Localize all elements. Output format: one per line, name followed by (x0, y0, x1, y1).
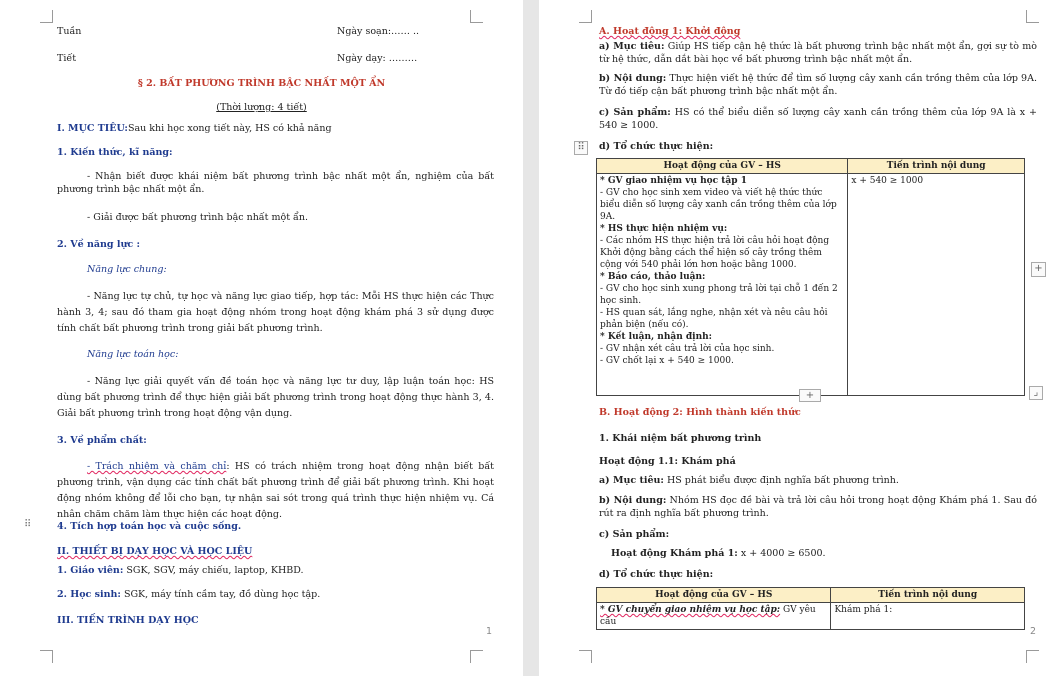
crop-mark (1026, 650, 1039, 663)
page-number: 1 (486, 626, 493, 637)
math-competence-text: - Năng lực giải quyết vấn đề toán học và năng lực tư duy, lập luận toán học: HS dùng bất phương trình để thực hiện giải bất phương trình trong hoạt động thực hành 3, 4. Giải bất phương trình trong hoạt động vận dụng. (57, 376, 494, 419)
crop-mark (470, 10, 483, 23)
table-line: * HS thực hiện nhiệm vụ: (600, 224, 728, 234)
student-materials: 2. Học sinh: SGK, máy tính cầm tay, đồ dùng học tập. (57, 589, 321, 600)
drag-handle-icon[interactable]: ⠿ (24, 519, 32, 530)
document-page-1 (0, 0, 523, 676)
add-column-icon[interactable]: + (1031, 262, 1046, 277)
activity-1-heading: A. Hoạt động 1: Khởi động (599, 26, 741, 37)
qualities-heading: 3. Về phẩm chất: (57, 435, 147, 446)
table-header-content: Tiến trình nội dung (831, 588, 1025, 603)
teach-date-label: Ngày dạy: ……… (337, 53, 418, 64)
activity-table-1 (596, 158, 1025, 396)
add-row-icon[interactable]: + (799, 389, 821, 402)
general-competence-label: Năng lực chung: (87, 264, 167, 275)
table-cell-content: Khám phá 1: (831, 603, 1025, 630)
table-line: - HS quan sát, lắng nghe, nhận xét và nêu câu hỏi phản biện (nếu có). (600, 308, 828, 330)
table-line: - GV chốt lại x + 540 ≥ 1000. (600, 356, 734, 366)
organization-d2: d) Tổ chức thực hiện: (599, 569, 714, 580)
product-c: c) Sản phẩm: HS có thể biểu diễn số lượng cây xanh cần trồng thêm của lớp 9A là x + 540 ≥ 1000. (599, 107, 1037, 131)
week-label: Tuần (57, 26, 82, 37)
content-b: b) Nội dung: Thực hiện viết hệ thức để tìm số lượng cây xanh cần trồng thêm của lớp 9A. Từ đó tiếp cận bất phương trình bậc nhất một ẩn. (599, 73, 1037, 97)
table-cell-activities: * GV chuyển giao nhiệm vụ học tập: GV yêu cầu (597, 603, 831, 630)
qualities-text: - Trách nhiệm và chăm chỉ: HS có trách nhiệm trong hoạt động nhận biết bất phương trình, vận dụng các tính chất bất phương trình để giải bất phương trình. Khi hoạt động nhóm không để lỗi cho bạn, tự nhận sai sót trong quá trình thực hiện nhiệm vụ. Cá nhân chăm chăm làm thực hiện các hoạt động. (57, 461, 494, 520)
crop-mark (40, 10, 53, 23)
objective-a2: a) Mục tiêu: HS phát biểu được định nghĩa bất phương trình. (599, 475, 899, 486)
table-line: * GV giao nhiệm vụ học tập 1 (600, 176, 747, 186)
integration-heading: 4. Tích hợp toán học và cuộc sống. (57, 521, 242, 532)
table-cell-content: x + 540 ≥ 1000 (848, 174, 1025, 396)
crop-mark (40, 650, 53, 663)
table-cell-activities (597, 174, 848, 396)
table-line: - GV cho học sinh xem video và viết hệ thức thức biểu diễn số lượng cây xanh cần trồng thêm của lớp 9A. (600, 188, 837, 222)
activity-table-2 (596, 587, 1025, 630)
general-competence-text: - Năng lực tự chủ, tự học và năng lực giao tiếp, hợp tác: Mỗi HS thực hiện các Thực hành 3, 4; sau đó tham gia hoạt động nhóm trong hoạt động khám phá 3 sử dụng được tính chất bất phương trình trong giải bất phương trình. (57, 291, 494, 334)
organization-d: d) Tổ chức thực hiện: (599, 141, 714, 152)
lesson-duration: (Thời lượng: 4 tiết) (216, 102, 307, 113)
math-competence-label: Năng lực toán học: (87, 349, 179, 360)
table-line: - GV cho học sinh xung phong trả lời tại chỗ 1 đến 2 học sinh. (600, 284, 838, 306)
teacher-materials: 1. Giáo viên: SGK, SGV, máy chiếu, laptop, KHBD. (57, 565, 304, 576)
crop-mark (470, 650, 483, 663)
crop-mark (579, 10, 592, 23)
page-number: 2 (1030, 626, 1037, 637)
table-line: - GV nhận xét câu trả lời của học sinh. (600, 344, 775, 354)
table-line: - Các nhóm HS thực hiện trả lời câu hỏi hoạt động Khởi động bằng cách thể hiện số cây trồng thêm cộng với 540 phải lớn hơn hoặc bằng 1000. (600, 236, 830, 270)
content-b2: b) Nội dung: Nhóm HS đọc đề bài và trả lời câu hỏi trong hoạt động Khám phá 1. Sau đó rút ra định nghĩa bất phương trình. (599, 495, 1037, 519)
table-header-activity: Hoạt động của GV – HS (597, 159, 848, 174)
activity-1-1-heading: Hoạt động 1.1: Khám phá (599, 456, 736, 467)
product-c2-detail: Hoạt động Khám phá 1: x + 4000 ≥ 6500. (611, 548, 826, 559)
prep-date-label: Ngày soạn:…… .. (337, 26, 420, 37)
lesson-title: § 2. BẤT PHƯƠNG TRÌNH BẬC NHẤT MỘT ẨN (137, 78, 386, 89)
equipment-heading: II. THIẾT BỊ DẠY HỌC VÀ HỌC LIỆU (57, 546, 253, 557)
table-resize-icon[interactable]: ⌟ (1029, 386, 1043, 400)
crop-mark (1026, 10, 1039, 23)
knowledge-item-1: - Nhận biết được khái niệm bất phương trình bậc nhất một ẩn, nghiệm của bất phương trình bậc nhất một ẩn. (57, 171, 494, 195)
knowledge-item-2: - Giải được bất phương trình bậc nhất một ẩn. (87, 212, 308, 223)
section-1-heading: 1. Khái niệm bất phương trình (599, 433, 762, 444)
table-line: * Báo cáo, thảo luận: (600, 272, 706, 282)
document-page-2 (539, 0, 1063, 676)
knowledge-heading: 1. Kiến thức, kĩ năng: (57, 147, 173, 158)
table-line: * Kết luận, nhận định: (600, 332, 712, 342)
activity-2-heading: B. Hoạt động 2: Hình thành kiến thức (599, 407, 801, 418)
table-header-activity: Hoạt động của GV – HS (597, 588, 831, 603)
table-header-content: Tiến trình nội dung (848, 159, 1025, 174)
product-c2: c) Sản phẩm: (599, 529, 670, 540)
process-heading: III. TIẾN TRÌNH DẠY HỌC (57, 615, 199, 626)
objective-a: a) Mục tiêu: Giúp HS tiếp cận hệ thức là bất phương trình bậc nhất một ẩn, gợi sự tò mò từ hệ thức, dẫn dắt bài học về bất phương trình bậc nhất một ẩn. (599, 41, 1037, 65)
crop-mark (579, 650, 592, 663)
table-move-handle-icon[interactable]: ⠿ (574, 141, 588, 155)
objectives-heading: I. MỤC TIÊU:Sau khi học xong tiết này, HS có khả năng (57, 123, 332, 134)
period-label: Tiết (57, 53, 77, 64)
competence-heading: 2. Về năng lực : (57, 239, 140, 250)
